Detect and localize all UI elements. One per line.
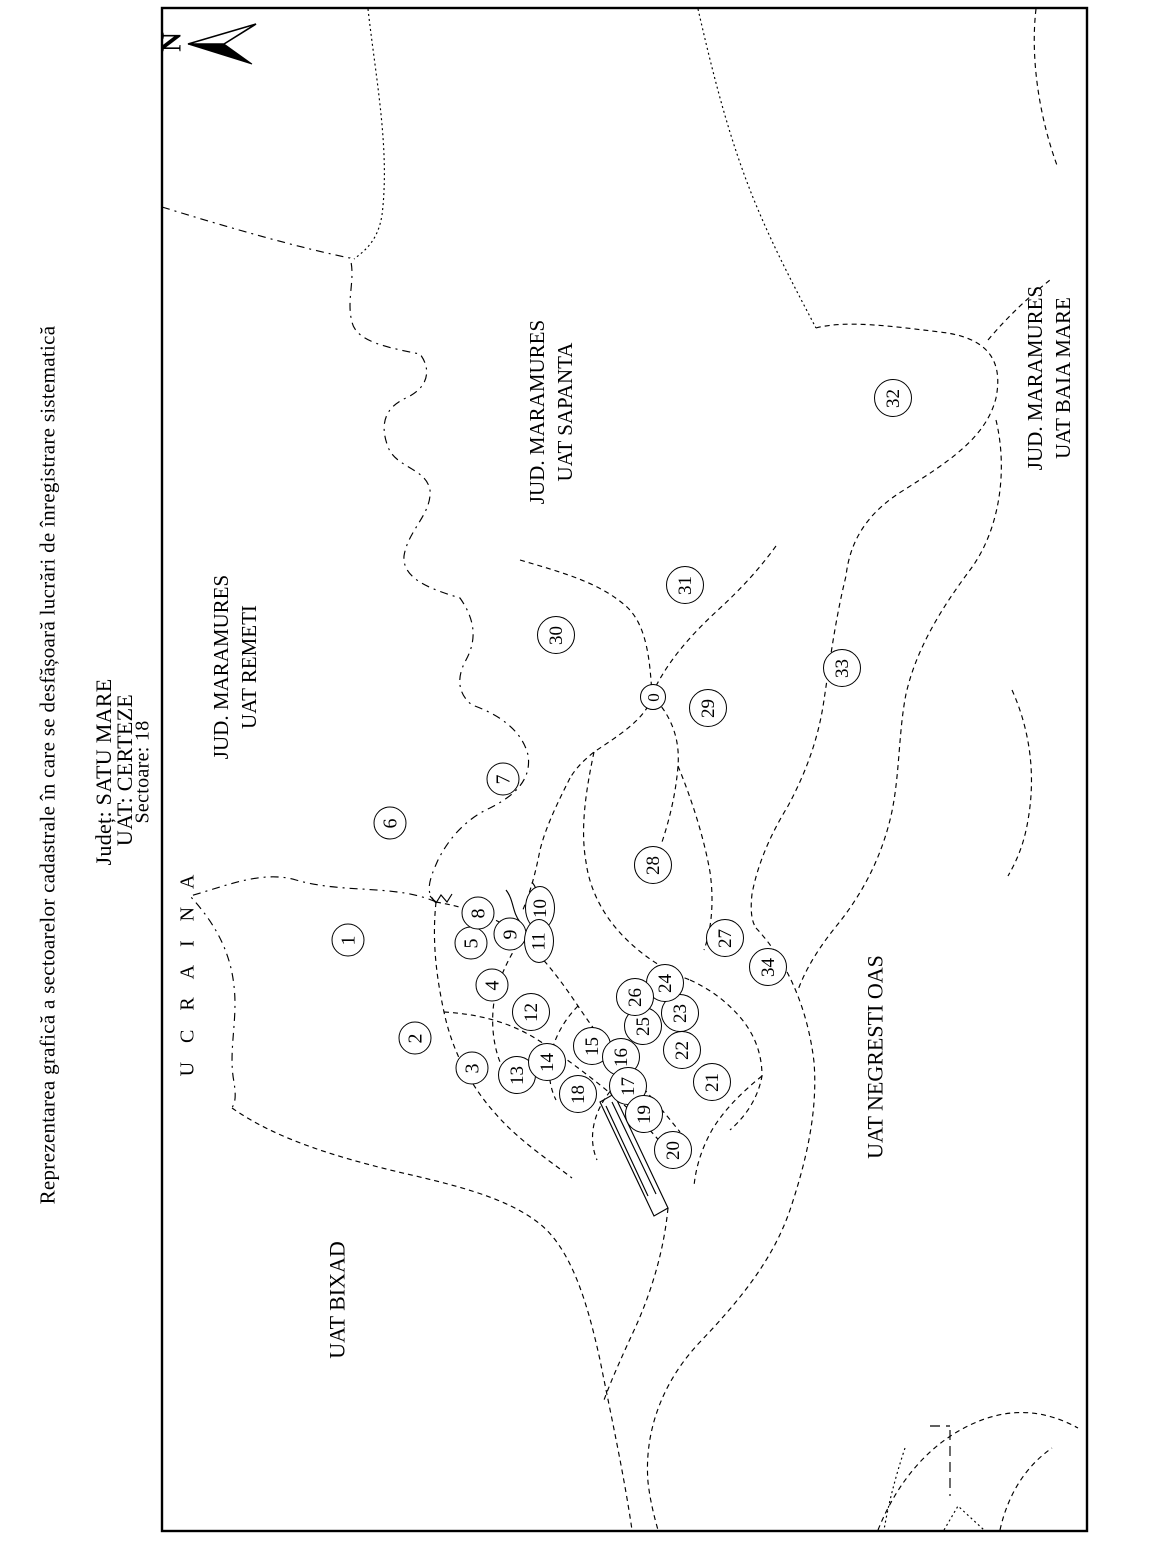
map-frame — [162, 8, 1087, 1531]
sector-marker-18: 18 — [559, 1075, 597, 1113]
sector-marker-15: 15 — [573, 1027, 611, 1065]
sector-marker-22: 22 — [663, 1031, 701, 1069]
sector-marker-6: 6 — [374, 807, 407, 840]
map-title: Reprezentarea grafică a sectoarelor cadastrale în care se desfășoară lucrări de înregistrare sistematică — [35, 325, 60, 1205]
sectors-count-label: Sectoare: 18 — [131, 720, 154, 824]
sector-marker-5: 5 — [455, 927, 488, 960]
boundary-lines — [162, 9, 1078, 1530]
sector-marker-25: 25 — [624, 1007, 662, 1045]
sector-marker-34: 34 — [749, 948, 787, 986]
north-label: N — [156, 32, 187, 52]
sector-marker-11: 11 — [524, 919, 554, 963]
sector-marker-24: 24 — [646, 964, 684, 1002]
sector-marker-33: 33 — [823, 649, 861, 687]
sector-marker-8: 8 — [462, 897, 495, 930]
region-label-jud-maramures-uat-baia-mare: JUD. MARAMURES UAT BAIA MARE — [1023, 285, 1075, 471]
region-label-uat-negresti-oas: UAT NEGRESTI OAS — [862, 955, 888, 1159]
sector-marker-1: 1 — [332, 924, 365, 957]
county-label: Județ: SATU MARE — [91, 678, 116, 866]
sector-marker-30: 30 — [537, 616, 575, 654]
sector-marker-23: 23 — [661, 994, 699, 1032]
sector-marker-7: 7 — [487, 763, 520, 796]
sector-marker-31: 31 — [666, 566, 704, 604]
sector-marker-16: 16 — [602, 1038, 640, 1076]
sector-marker-19: 19 — [625, 1095, 663, 1133]
sector-marker-12: 12 — [512, 993, 550, 1031]
region-label-jud-maramures-uat-remeti: JUD. MARAMURES UAT REMETI — [209, 574, 261, 760]
sector-marker-10: 10 — [525, 886, 555, 930]
sector-marker-20: 20 — [654, 1131, 692, 1169]
sector-marker-13: 13 — [498, 1056, 536, 1094]
region-label-ucraina: U C R A I N A — [176, 867, 199, 1077]
sector-marker-26: 26 — [616, 978, 654, 1016]
sector-marker-17: 17 — [609, 1067, 647, 1105]
sector-marker-9: 9 — [494, 918, 527, 951]
sector-marker-28: 28 — [634, 846, 672, 884]
sector-marker-0: 0 — [640, 684, 666, 710]
sector-marker-3: 3 — [456, 1052, 489, 1085]
sector-marker-21: 21 — [693, 1063, 731, 1101]
sector-marker-27: 27 — [706, 919, 744, 957]
sector-marker-4: 4 — [476, 969, 509, 1002]
sector-marker-32: 32 — [874, 379, 912, 417]
sector-marker-2: 2 — [399, 1022, 432, 1055]
uat-label: UAT: CERTEZE — [112, 693, 137, 847]
sector-marker-29: 29 — [689, 689, 727, 727]
region-label-jud-maramures-uat-sapanta: JUD. MARAMURES UAT SAPANTA — [525, 319, 577, 505]
north-arrow-icon — [188, 24, 256, 64]
sector-marker-14: 14 — [528, 1043, 566, 1081]
region-label-uat-bixad: UAT BIXAD — [324, 1241, 350, 1359]
